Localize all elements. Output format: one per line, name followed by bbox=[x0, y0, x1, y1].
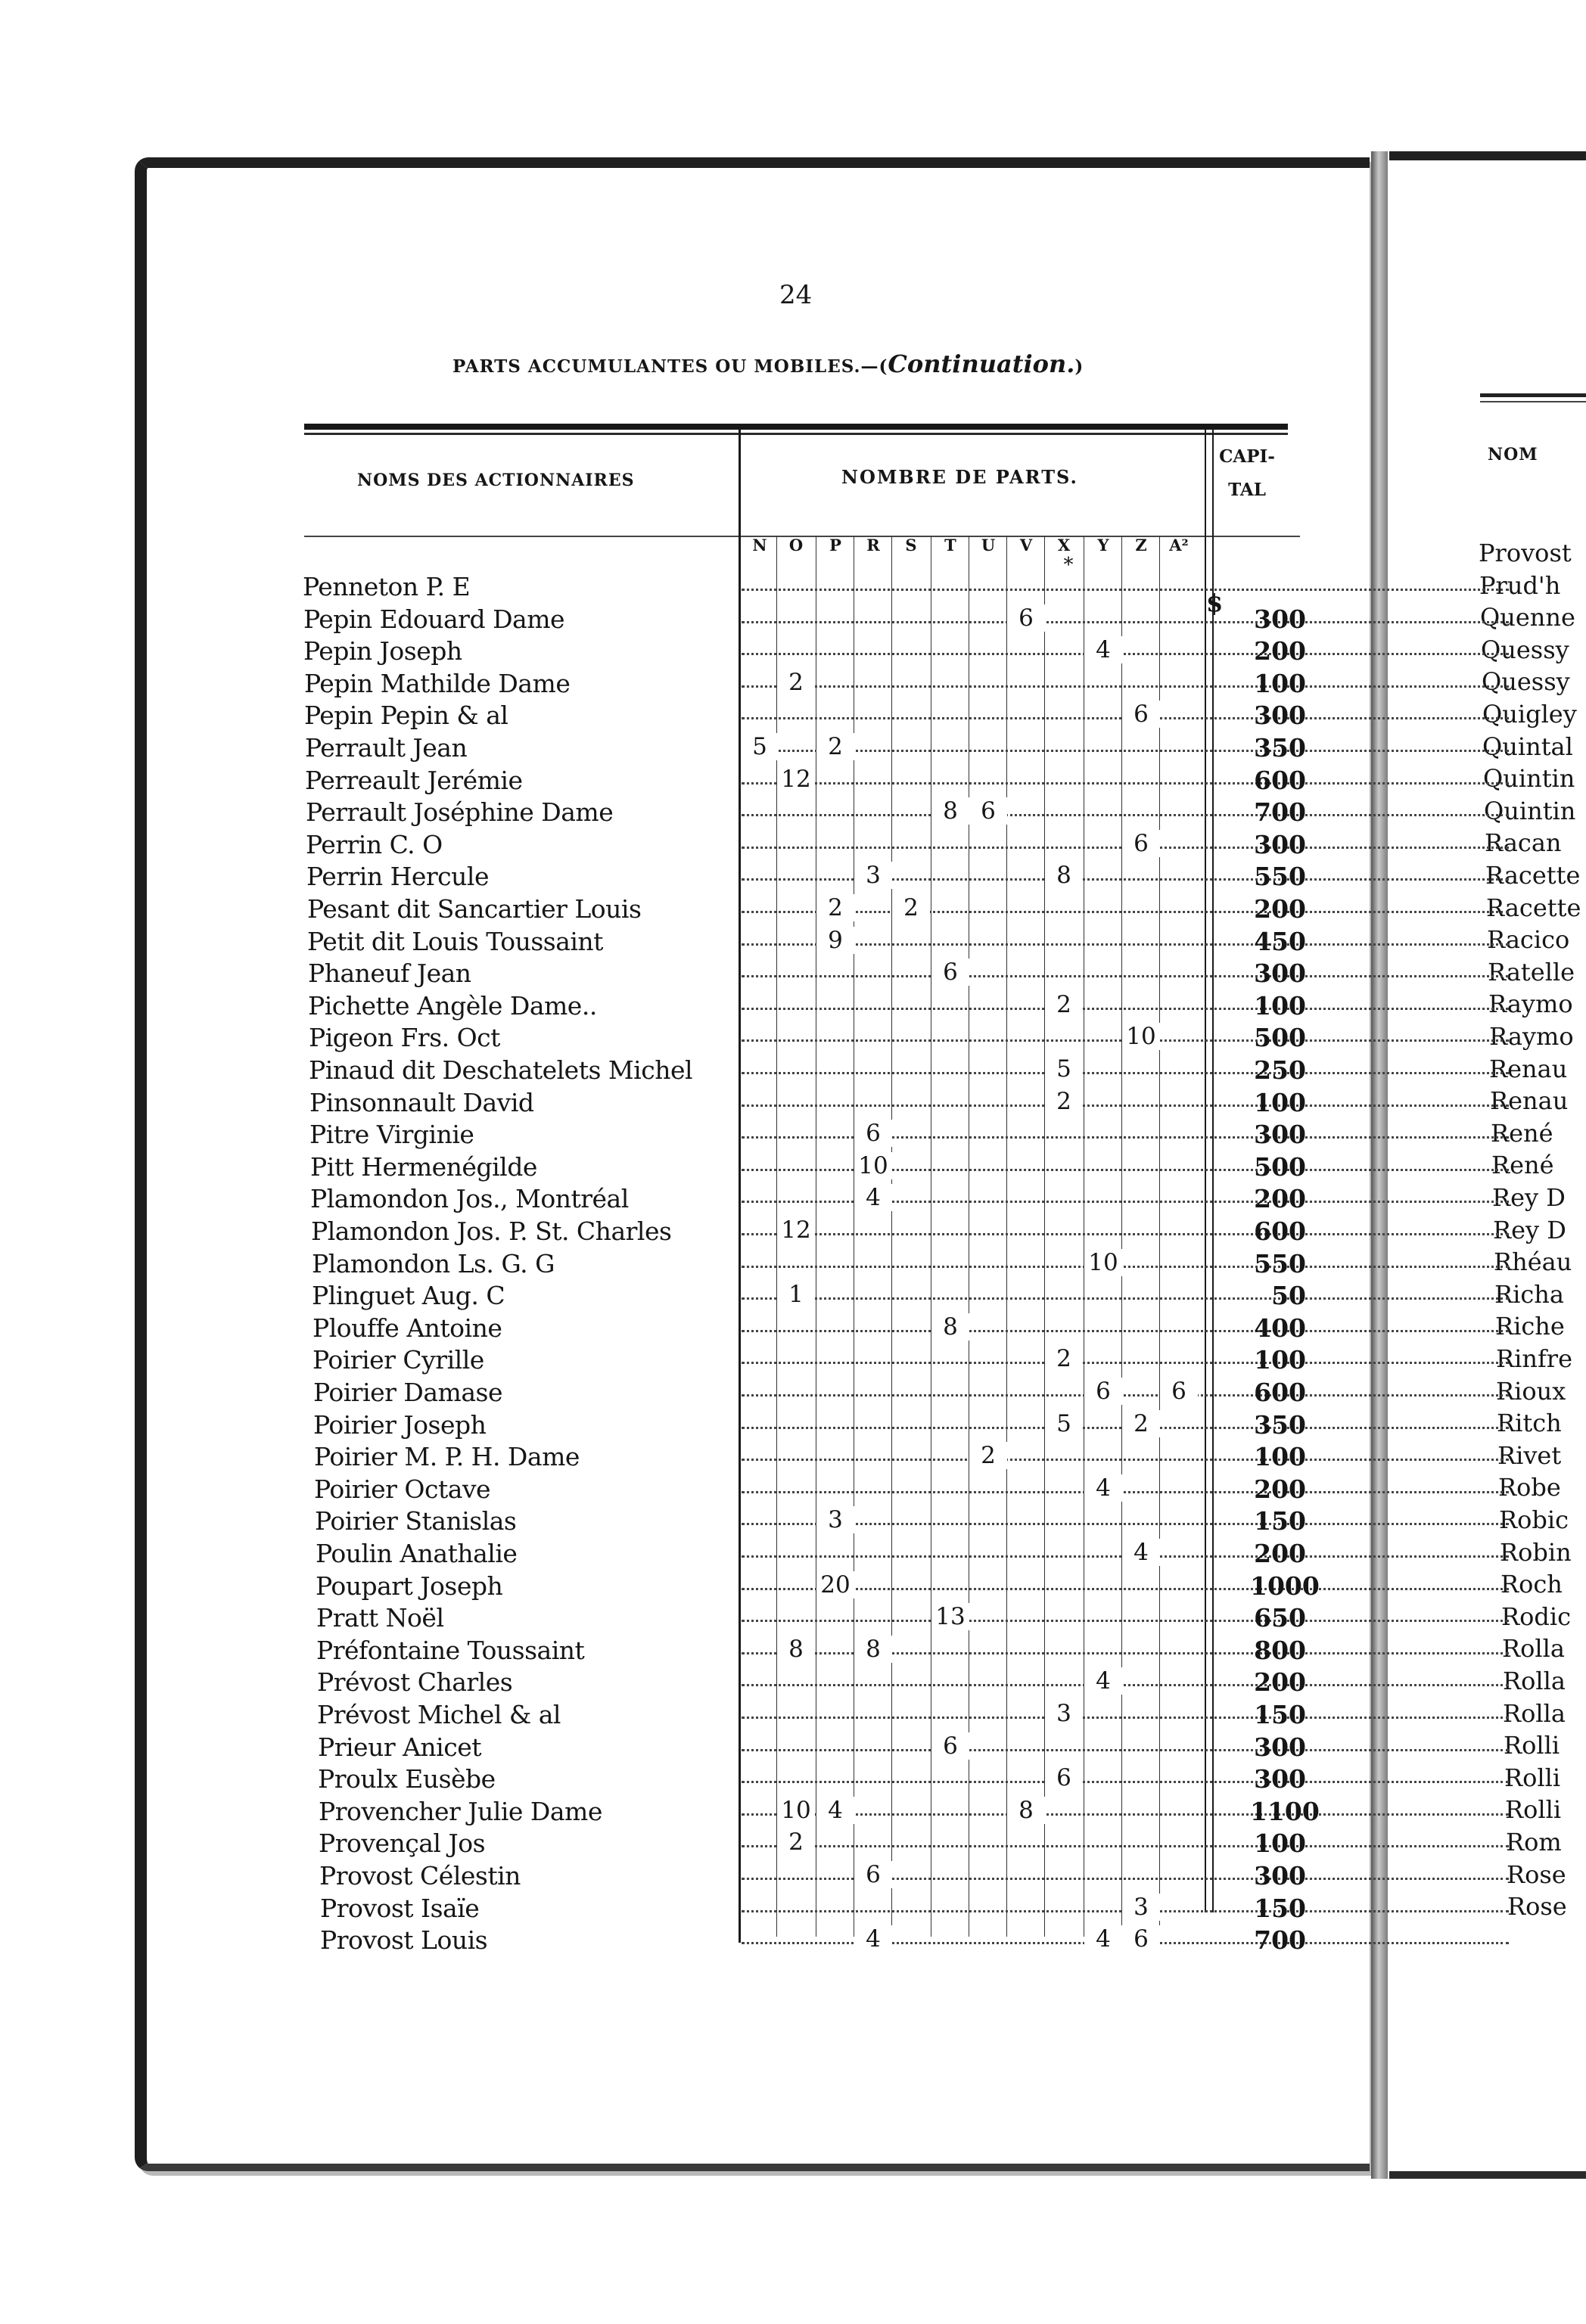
parts-cell-y: 4 bbox=[1084, 1474, 1122, 1502]
shareholder-name: Poirier M. P. H. Dame bbox=[314, 1442, 580, 1472]
share-letter-p: P bbox=[829, 536, 841, 555]
shareholder-name: Prévost Michel & al bbox=[317, 1700, 561, 1729]
title-end: ) bbox=[1074, 356, 1084, 377]
table-row bbox=[303, 1120, 1309, 1150]
capital-value: 550 bbox=[1254, 1248, 1306, 1279]
shareholder-name: Perrin Hercule bbox=[306, 862, 489, 892]
parts-cell-p: 4 bbox=[816, 1797, 854, 1824]
shareholder-name: Poirier Cyrille bbox=[313, 1345, 484, 1375]
table-row bbox=[303, 1539, 1309, 1568]
capital-value: 100 bbox=[1254, 1828, 1306, 1859]
parts-cell-o: 1 bbox=[777, 1281, 815, 1308]
capital-value: 300 bbox=[1254, 1764, 1306, 1794]
parts-cell-o: 2 bbox=[777, 669, 815, 696]
parts-cell-x: 5 bbox=[1045, 1410, 1083, 1437]
facing-page-name: Raymo bbox=[1489, 1022, 1574, 1051]
dot-leader bbox=[742, 814, 1509, 816]
capital-value: 100 bbox=[1254, 1087, 1306, 1117]
shareholder-name: Provost Isaïe bbox=[320, 1893, 480, 1923]
title-italic: Continuation. bbox=[888, 350, 1075, 378]
dot-leader bbox=[742, 1330, 1509, 1332]
dot-leader bbox=[742, 1813, 1509, 1816]
parts-cell-t: 13 bbox=[931, 1603, 969, 1630]
dot-leader bbox=[742, 1233, 1509, 1235]
facing-page-name: Rioux bbox=[1496, 1376, 1566, 1406]
capital-value: 100 bbox=[1254, 990, 1306, 1021]
parts-cell-y: 6 bbox=[1084, 1378, 1122, 1405]
parts-cell-z: 6 bbox=[1122, 1925, 1160, 1953]
dot-leader bbox=[742, 1491, 1509, 1493]
facing-page-name: Raymo bbox=[1488, 990, 1573, 1019]
shareholder-name: Plamondon Ls. G. G bbox=[312, 1248, 555, 1279]
capital-value: 200 bbox=[1254, 1539, 1306, 1568]
facing-page-name: René bbox=[1491, 1118, 1553, 1148]
facing-page-name: Robin bbox=[1500, 1537, 1572, 1567]
shareholder-name: Prévost Charles bbox=[317, 1667, 513, 1698]
facing-page-name: Quessy bbox=[1481, 635, 1569, 664]
dot-leader bbox=[742, 1717, 1509, 1719]
facing-page-name: Riche bbox=[1495, 1312, 1565, 1341]
parts-cell-r: 10 bbox=[854, 1152, 892, 1179]
parts-cell-t: 6 bbox=[931, 958, 969, 986]
table-row bbox=[303, 990, 1309, 1021]
facing-page-name: Racette bbox=[1486, 893, 1581, 922]
dot-leader bbox=[742, 1362, 1509, 1364]
table-row bbox=[303, 958, 1309, 989]
x-asterisk: * bbox=[1063, 554, 1074, 576]
parts-cell-o: 2 bbox=[777, 1828, 815, 1856]
title-main: PARTS ACCUMULANTES OU MOBILES.—( bbox=[452, 356, 888, 377]
parts-cell-s: 2 bbox=[892, 894, 930, 921]
capital-value: 150 bbox=[1254, 1506, 1306, 1536]
shareholder-name: Proulx Eusèbe bbox=[318, 1764, 496, 1794]
capital-value: 100 bbox=[1254, 1442, 1306, 1472]
dot-leader bbox=[742, 1588, 1509, 1590]
dot-leader bbox=[742, 1620, 1509, 1622]
parts-cell-u: 6 bbox=[969, 797, 1007, 825]
parts-cell-t: 8 bbox=[931, 797, 969, 825]
table-row bbox=[303, 1248, 1309, 1279]
parts-cell-z: 6 bbox=[1122, 701, 1160, 728]
shareholder-name: Phaneuf Jean bbox=[308, 958, 471, 989]
table-row bbox=[303, 1055, 1309, 1085]
shareholder-name: Prieur Anicet bbox=[318, 1732, 481, 1762]
share-letter-t: T bbox=[944, 536, 956, 555]
parts-cell-o: 8 bbox=[777, 1636, 815, 1663]
dot-leader bbox=[742, 589, 1509, 591]
table-row bbox=[303, 926, 1309, 956]
dot-leader bbox=[742, 1845, 1509, 1847]
shareholder-name: Pitt Hermenégilde bbox=[310, 1151, 537, 1182]
header-capital-line1: CAPI- bbox=[1219, 446, 1275, 467]
dot-leader bbox=[742, 1008, 1509, 1010]
shareholder-name: Pepin Edouard Dame bbox=[303, 604, 565, 634]
parts-cell-o: 10 bbox=[777, 1797, 815, 1824]
shareholder-name: Poulin Anathalie bbox=[316, 1539, 518, 1568]
share-letter-s: S bbox=[905, 536, 917, 555]
table-row bbox=[303, 604, 1309, 634]
facing-page-name: Rolla bbox=[1503, 1698, 1566, 1728]
table-row bbox=[303, 733, 1309, 763]
dot-leader bbox=[742, 653, 1509, 655]
book-gutter bbox=[1371, 151, 1388, 2179]
shareholder-name: Préfontaine Toussaint bbox=[316, 1635, 585, 1665]
dot-leader bbox=[742, 1684, 1509, 1686]
shareholder-name: Perrault Jean bbox=[305, 733, 468, 763]
dot-leader bbox=[742, 1459, 1509, 1461]
capital-value: 800 bbox=[1254, 1635, 1306, 1665]
dot-leader bbox=[742, 782, 1509, 785]
dot-leader bbox=[742, 1781, 1509, 1783]
capital-value: 350 bbox=[1254, 1409, 1306, 1440]
table-row bbox=[303, 894, 1309, 924]
parts-cell-x: 2 bbox=[1045, 1345, 1083, 1372]
parts-cell-p: 2 bbox=[816, 733, 854, 760]
capital-value: 500 bbox=[1254, 1023, 1306, 1053]
capital-value: 600 bbox=[1254, 765, 1306, 795]
capital-value: 150 bbox=[1254, 1700, 1306, 1729]
facing-page-name: Racette bbox=[1485, 861, 1581, 890]
table-row bbox=[303, 1184, 1309, 1214]
parts-cell-p: 20 bbox=[816, 1571, 854, 1599]
facing-page-name: Quenne bbox=[1480, 603, 1575, 632]
parts-cell-p: 2 bbox=[816, 894, 854, 921]
capital-value: 300 bbox=[1254, 958, 1306, 989]
facing-page-name: Rinfre bbox=[1496, 1344, 1573, 1373]
parts-cell-y: 10 bbox=[1084, 1249, 1122, 1276]
capital-value: 600 bbox=[1254, 1378, 1306, 1407]
parts-cell-z: 2 bbox=[1122, 1410, 1160, 1437]
parts-cell-z: 10 bbox=[1122, 1023, 1160, 1050]
shareholder-name: Provencher Julie Dame bbox=[319, 1796, 602, 1826]
parts-cell-y: 4 bbox=[1084, 1925, 1122, 1953]
parts-cell-y: 4 bbox=[1084, 1667, 1122, 1695]
capital-value: 550 bbox=[1254, 862, 1306, 892]
shareholder-name: Provençal Jos bbox=[319, 1828, 486, 1859]
capital-value: 200 bbox=[1254, 894, 1306, 924]
capital-value: 50 bbox=[1271, 1281, 1306, 1311]
share-letter-x: X bbox=[1057, 536, 1071, 555]
dot-leader bbox=[742, 621, 1509, 623]
facing-page-name: Rhéau bbox=[1494, 1247, 1572, 1277]
capital-value: 150 bbox=[1254, 1893, 1306, 1923]
table-row bbox=[303, 1925, 1309, 1956]
dot-leader bbox=[742, 1105, 1509, 1107]
capital-value: 350 bbox=[1254, 733, 1306, 763]
table-row bbox=[303, 1345, 1309, 1375]
facing-page-name: Quintal bbox=[1482, 732, 1573, 761]
table-row bbox=[303, 829, 1309, 859]
shareholder-name: Provost Louis bbox=[320, 1925, 488, 1956]
facing-page-name: Prud'h bbox=[1479, 570, 1561, 600]
facing-page-name: Rey D bbox=[1493, 1215, 1566, 1244]
dot-leader bbox=[742, 1523, 1509, 1525]
facing-page-name: Rolli bbox=[1505, 1795, 1562, 1825]
capital-value: 500 bbox=[1254, 1151, 1306, 1182]
table-row bbox=[303, 668, 1309, 698]
parts-cell-v: 6 bbox=[1007, 604, 1045, 632]
share-letter-u: U bbox=[981, 536, 996, 555]
dot-leader bbox=[742, 943, 1509, 946]
capital-value: 300 bbox=[1254, 604, 1306, 634]
capital-value: 400 bbox=[1254, 1313, 1306, 1343]
shareholder-name: Pesant dit Sancartier Louis bbox=[307, 894, 642, 924]
table-top-rule-thin bbox=[304, 433, 1288, 435]
facing-page-name: Robic bbox=[1499, 1505, 1569, 1534]
capital-value: 650 bbox=[1254, 1603, 1306, 1633]
share-letter-a2: A² bbox=[1169, 536, 1189, 555]
facing-page-name: Quessy bbox=[1482, 667, 1570, 697]
facing-page-name: Racico bbox=[1487, 925, 1570, 955]
table-row bbox=[303, 1764, 1309, 1794]
facing-page-name: Rolli bbox=[1504, 1731, 1560, 1760]
facing-page-name: Quintin bbox=[1483, 764, 1575, 794]
facing-page-name: Rivet bbox=[1497, 1440, 1562, 1470]
capital-value: 200 bbox=[1254, 1184, 1306, 1214]
parts-cell-z: 3 bbox=[1122, 1894, 1160, 1921]
capital-value: 200 bbox=[1254, 636, 1306, 666]
facing-page-name: Rodic bbox=[1501, 1602, 1571, 1631]
table-row bbox=[303, 1442, 1309, 1472]
table-row bbox=[303, 1087, 1309, 1117]
shareholder-name: Pepin Pepin & al bbox=[304, 701, 508, 731]
capital-value: 300 bbox=[1254, 1120, 1306, 1150]
facing-page-name: Richa bbox=[1494, 1279, 1564, 1309]
table-row bbox=[303, 1506, 1309, 1536]
dot-leader bbox=[742, 975, 1509, 977]
parts-cell-u: 2 bbox=[969, 1442, 1007, 1469]
table-row bbox=[303, 572, 1309, 601]
share-letter-n: N bbox=[752, 536, 767, 555]
capital-value: 250 bbox=[1254, 1055, 1306, 1085]
table-row bbox=[303, 1474, 1309, 1504]
table-row bbox=[303, 1281, 1309, 1311]
capital-value: 100 bbox=[1254, 1345, 1306, 1375]
shareholder-name: Pichette Angèle Dame.. bbox=[308, 990, 597, 1021]
table-row bbox=[303, 1378, 1309, 1407]
capital-value: 100 bbox=[1254, 668, 1306, 698]
table-row bbox=[303, 1409, 1309, 1440]
capital-value: 300 bbox=[1254, 701, 1306, 731]
parts-cell-z: 4 bbox=[1122, 1539, 1160, 1566]
shareholder-name: Perreault Jerémie bbox=[305, 765, 523, 795]
facing-page-name: Rose bbox=[1507, 1892, 1567, 1922]
facing-page-name: Robe bbox=[1498, 1473, 1561, 1502]
facing-page bbox=[1389, 151, 1586, 2179]
parts-cell-x: 2 bbox=[1045, 1088, 1083, 1115]
capital-value: 700 bbox=[1254, 1925, 1306, 1956]
page-number: 24 bbox=[779, 280, 813, 310]
facing-page-name: Quigley bbox=[1482, 700, 1577, 729]
parts-cell-r: 3 bbox=[854, 862, 892, 889]
share-letter-y: Y bbox=[1097, 536, 1109, 555]
table-row bbox=[303, 797, 1309, 828]
parts-cell-r: 4 bbox=[854, 1925, 892, 1953]
share-letter-o: O bbox=[788, 536, 804, 555]
table-row bbox=[303, 1216, 1309, 1246]
table-row bbox=[303, 701, 1309, 731]
shareholder-name: Pinaud dit Deschatelets Michel bbox=[309, 1055, 693, 1085]
shareholder-name: Pepin Mathilde Dame bbox=[304, 668, 571, 698]
shareholder-name: Plinguet Aug. C bbox=[312, 1281, 505, 1311]
dot-leader bbox=[742, 750, 1509, 752]
dot-leader bbox=[742, 685, 1509, 688]
table-row bbox=[303, 1151, 1309, 1182]
share-letter-r: R bbox=[866, 536, 880, 555]
table-row bbox=[303, 1603, 1309, 1633]
parts-cell-n: 5 bbox=[741, 733, 779, 760]
parts-cell-p: 3 bbox=[816, 1506, 854, 1533]
parts-cell-x: 5 bbox=[1045, 1055, 1083, 1083]
dot-leader bbox=[742, 1266, 1509, 1268]
capital-value: 300 bbox=[1254, 1861, 1306, 1891]
table-row bbox=[303, 1828, 1309, 1859]
capital-value: 300 bbox=[1254, 829, 1306, 859]
table-row bbox=[303, 765, 1309, 795]
facing-page-name: Rose bbox=[1507, 1860, 1566, 1889]
facing-page-rule bbox=[1480, 393, 1586, 397]
capital-value: 1100 bbox=[1250, 1796, 1320, 1826]
table-row bbox=[303, 1313, 1309, 1343]
capital-value: 450 bbox=[1254, 926, 1306, 956]
dollar-sign: $ bbox=[1206, 589, 1224, 617]
dot-leader bbox=[742, 1749, 1509, 1751]
facing-page-name: René bbox=[1491, 1151, 1554, 1180]
parts-cell-t: 8 bbox=[931, 1313, 969, 1341]
parts-cell-r: 4 bbox=[854, 1184, 892, 1211]
facing-page-name: Rolli bbox=[1504, 1763, 1561, 1792]
dot-leader bbox=[742, 911, 1509, 913]
shareholder-name: Perrault Joséphine Dame bbox=[306, 797, 614, 828]
table-row bbox=[303, 1700, 1309, 1729]
shareholder-name: Pratt Noël bbox=[316, 1603, 444, 1633]
parts-cell-o: 12 bbox=[777, 766, 815, 793]
table-row bbox=[303, 1667, 1309, 1698]
share-letter-v: V bbox=[1019, 536, 1033, 555]
table-row bbox=[303, 1861, 1309, 1891]
table-row bbox=[303, 1635, 1309, 1665]
capital-value: 300 bbox=[1254, 1732, 1306, 1762]
parts-cell-y: 4 bbox=[1084, 636, 1122, 663]
facing-page-name: Racan bbox=[1485, 828, 1562, 858]
capital-value: 1000 bbox=[1250, 1571, 1320, 1601]
facing-page-rule-thin bbox=[1480, 401, 1586, 402]
header-names: NOMS DES ACTIONNAIRES bbox=[357, 471, 635, 490]
shareholder-name: Poirier Joseph bbox=[313, 1409, 487, 1440]
table-row bbox=[303, 1023, 1309, 1053]
facing-page-name: Renau bbox=[1490, 1086, 1569, 1116]
table-row bbox=[303, 636, 1309, 666]
facing-page-name: Renau bbox=[1489, 1054, 1568, 1083]
shareholder-name: Penneton P. E bbox=[303, 572, 471, 601]
shareholder-name: Poirier Stanislas bbox=[315, 1506, 517, 1536]
capital-value: 200 bbox=[1254, 1474, 1306, 1504]
parts-cell-r: 8 bbox=[854, 1636, 892, 1663]
facing-page-name: Rey D bbox=[1492, 1183, 1566, 1212]
dot-leader bbox=[742, 1394, 1509, 1397]
parts-cell-p: 9 bbox=[816, 927, 854, 954]
shareholder-name: Pinsonnault David bbox=[309, 1087, 534, 1117]
facing-page-name: Ritch bbox=[1497, 1409, 1562, 1438]
parts-cell-t: 6 bbox=[931, 1732, 969, 1760]
parts-cell-o: 12 bbox=[777, 1216, 815, 1244]
capital-value: 200 bbox=[1254, 1667, 1306, 1698]
parts-cell-v: 8 bbox=[1007, 1797, 1045, 1824]
header-capital-line2: TAL bbox=[1228, 480, 1266, 500]
parts-cell-x: 2 bbox=[1045, 991, 1083, 1018]
table-row bbox=[303, 862, 1309, 892]
shareholder-name: Perrin C. O bbox=[306, 829, 443, 859]
facing-page-name: Rolla bbox=[1502, 1634, 1565, 1664]
share-letter-z: Z bbox=[1135, 536, 1147, 555]
shareholder-name: Poupart Joseph bbox=[316, 1571, 503, 1601]
facing-page-header: NOM bbox=[1488, 445, 1538, 464]
capital-value: 600 bbox=[1254, 1216, 1306, 1246]
shareholder-name: Plamondon Jos. P. St. Charles bbox=[311, 1216, 672, 1246]
shareholder-name: Petit dit Louis Toussaint bbox=[307, 926, 603, 956]
shareholder-name: Pitre Virginie bbox=[309, 1120, 474, 1150]
table-row bbox=[303, 1796, 1320, 1826]
shareholder-name: Pigeon Frs. Oct bbox=[309, 1023, 500, 1053]
page-title bbox=[452, 350, 1084, 378]
parts-cell-z: 6 bbox=[1122, 830, 1160, 857]
capital-value: 700 bbox=[1254, 797, 1306, 828]
header-parts: NOMBRE DE PARTS. bbox=[841, 466, 1078, 488]
parts-cell-a2: 6 bbox=[1160, 1378, 1198, 1405]
table-top-rule bbox=[304, 424, 1288, 430]
table-row bbox=[303, 1732, 1309, 1762]
dot-leader bbox=[742, 1072, 1509, 1074]
shareholder-name: Poirier Octave bbox=[314, 1474, 491, 1504]
parts-cell-x: 6 bbox=[1045, 1764, 1083, 1791]
facing-page-name: Provost bbox=[1479, 539, 1572, 567]
parts-cell-x: 8 bbox=[1045, 862, 1083, 889]
facing-page-name: Roch bbox=[1500, 1570, 1563, 1599]
parts-cell-r: 6 bbox=[854, 1861, 892, 1888]
shareholder-name: Pepin Joseph bbox=[303, 636, 462, 666]
shareholder-name: Poirier Damase bbox=[313, 1378, 502, 1407]
table-row bbox=[303, 1893, 1309, 1923]
dot-leader bbox=[742, 1297, 1509, 1300]
shareholder-name: Plamondon Jos., Montréal bbox=[310, 1184, 629, 1214]
facing-page-name: Rom bbox=[1506, 1828, 1562, 1856]
shareholder-name: Plouffe Antoine bbox=[313, 1313, 502, 1343]
parts-cell-x: 3 bbox=[1045, 1700, 1083, 1727]
facing-page-name: Rolla bbox=[1503, 1667, 1566, 1695]
parts-cell-r: 6 bbox=[854, 1120, 892, 1147]
table-row bbox=[303, 1571, 1320, 1601]
facing-page-name: Ratelle bbox=[1488, 957, 1575, 986]
header-capital bbox=[1217, 440, 1277, 507]
shareholder-name: Provost Célestin bbox=[319, 1861, 521, 1891]
facing-page-name: Quintin bbox=[1484, 796, 1576, 825]
